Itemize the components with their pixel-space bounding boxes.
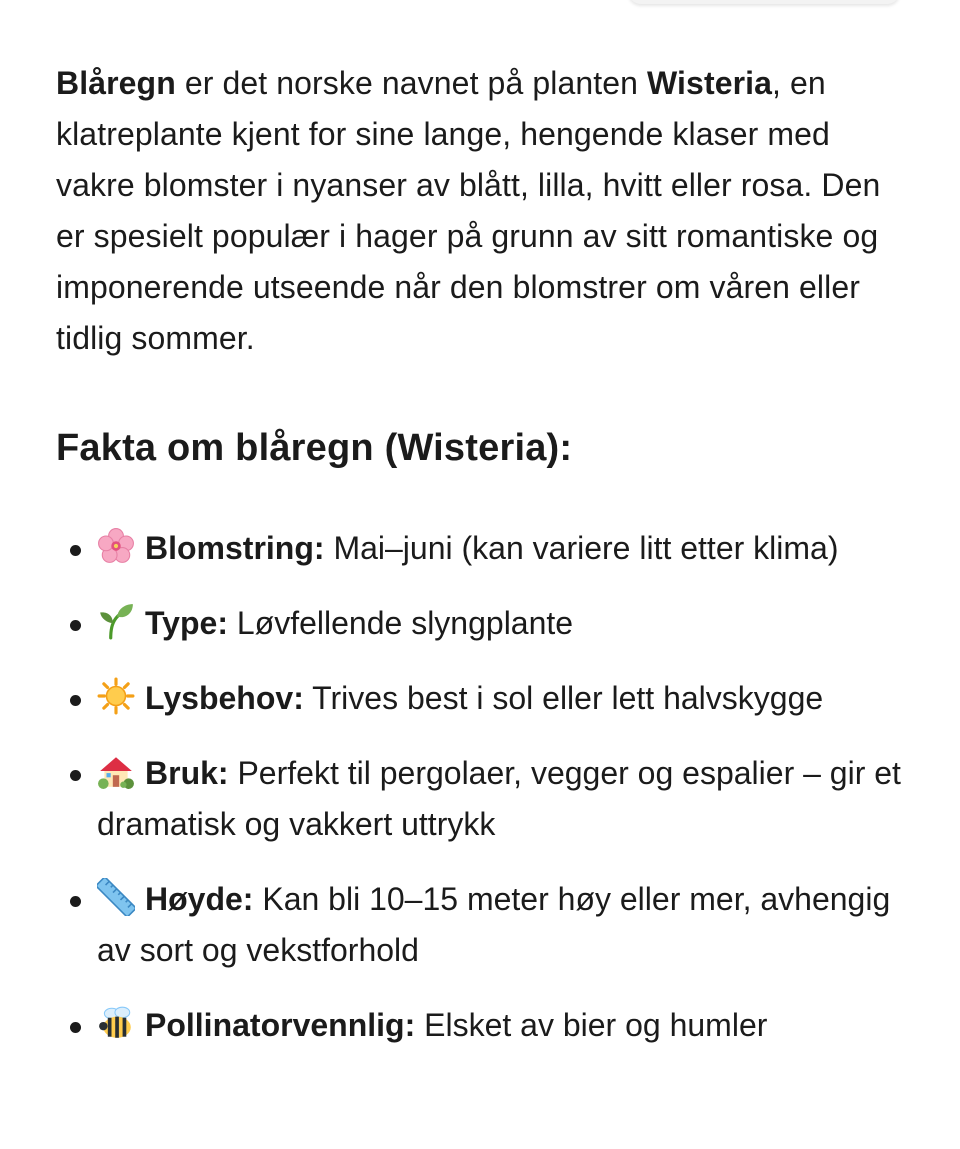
sun-icon (97, 677, 135, 715)
bullet-dot (70, 620, 81, 631)
fact-value: Trives best i sol eller lett halvskygge (303, 680, 824, 716)
fact-label: Pollinatorvennlig: (145, 1007, 416, 1043)
intro-text-2: , en klatreplante kjent for sine lange, hengende klaser med vakre blomster i nyanser av blått, lilla, hvitt eller rosa. Den er spesielt populær i hager på grunn av sitt romantiske og imponerende utseende når den blomstrer om våren eller tidlig sommer. (56, 65, 881, 356)
cherry-blossom-icon (97, 527, 135, 565)
fact-value: Perfekt til pergolaer, vegger og espalier – gir et dramatisk og vakkert uttrykk (97, 755, 901, 842)
bullet-dot (70, 695, 81, 706)
fact-item-lysbehov (56, 673, 916, 724)
fact-label: Lysbehov: (145, 680, 304, 716)
fact-item-type (56, 598, 916, 649)
fact-item-blomstring (56, 523, 916, 574)
fact-value: Mai–juni (kan variere litt etter klima) (324, 530, 839, 566)
intro-text-1: er det norske navnet på planten (175, 65, 648, 101)
house-with-garden-icon (97, 752, 135, 790)
fact-label: Blomstring: (145, 530, 325, 566)
intro-paragraph (56, 58, 916, 364)
facts-heading: Fakta om blåregn (Wisteria): (56, 427, 573, 469)
fact-label: Høyde: (145, 881, 254, 917)
fact-item-pollinatorvennlig (56, 1000, 916, 1051)
fact-value: Løvfellende slyngplante (227, 605, 574, 641)
bullet-dot (70, 1022, 81, 1033)
seedling-icon (97, 602, 135, 640)
intro-term: Blåregn (56, 65, 176, 101)
bullet-dot (70, 770, 81, 781)
facts-list (56, 523, 916, 1051)
bullet-dot (70, 545, 81, 556)
honeybee-icon (97, 1004, 135, 1042)
top-pill-edge (628, 0, 900, 4)
message-content (56, 58, 916, 1075)
fact-value: Kan bli 10–15 meter høy eller mer, avhengig av sort og vekstforhold (97, 881, 891, 968)
intro-plant-name: Wisteria (647, 65, 773, 101)
fact-label: Type: (145, 605, 228, 641)
fact-item-bruk (56, 748, 916, 850)
fact-value: Elsket av bier og humler (415, 1007, 768, 1043)
fact-label: Bruk: (145, 755, 229, 791)
fact-item-hoyde (56, 874, 916, 976)
straight-ruler-icon (97, 878, 135, 916)
bullet-dot (70, 896, 81, 907)
